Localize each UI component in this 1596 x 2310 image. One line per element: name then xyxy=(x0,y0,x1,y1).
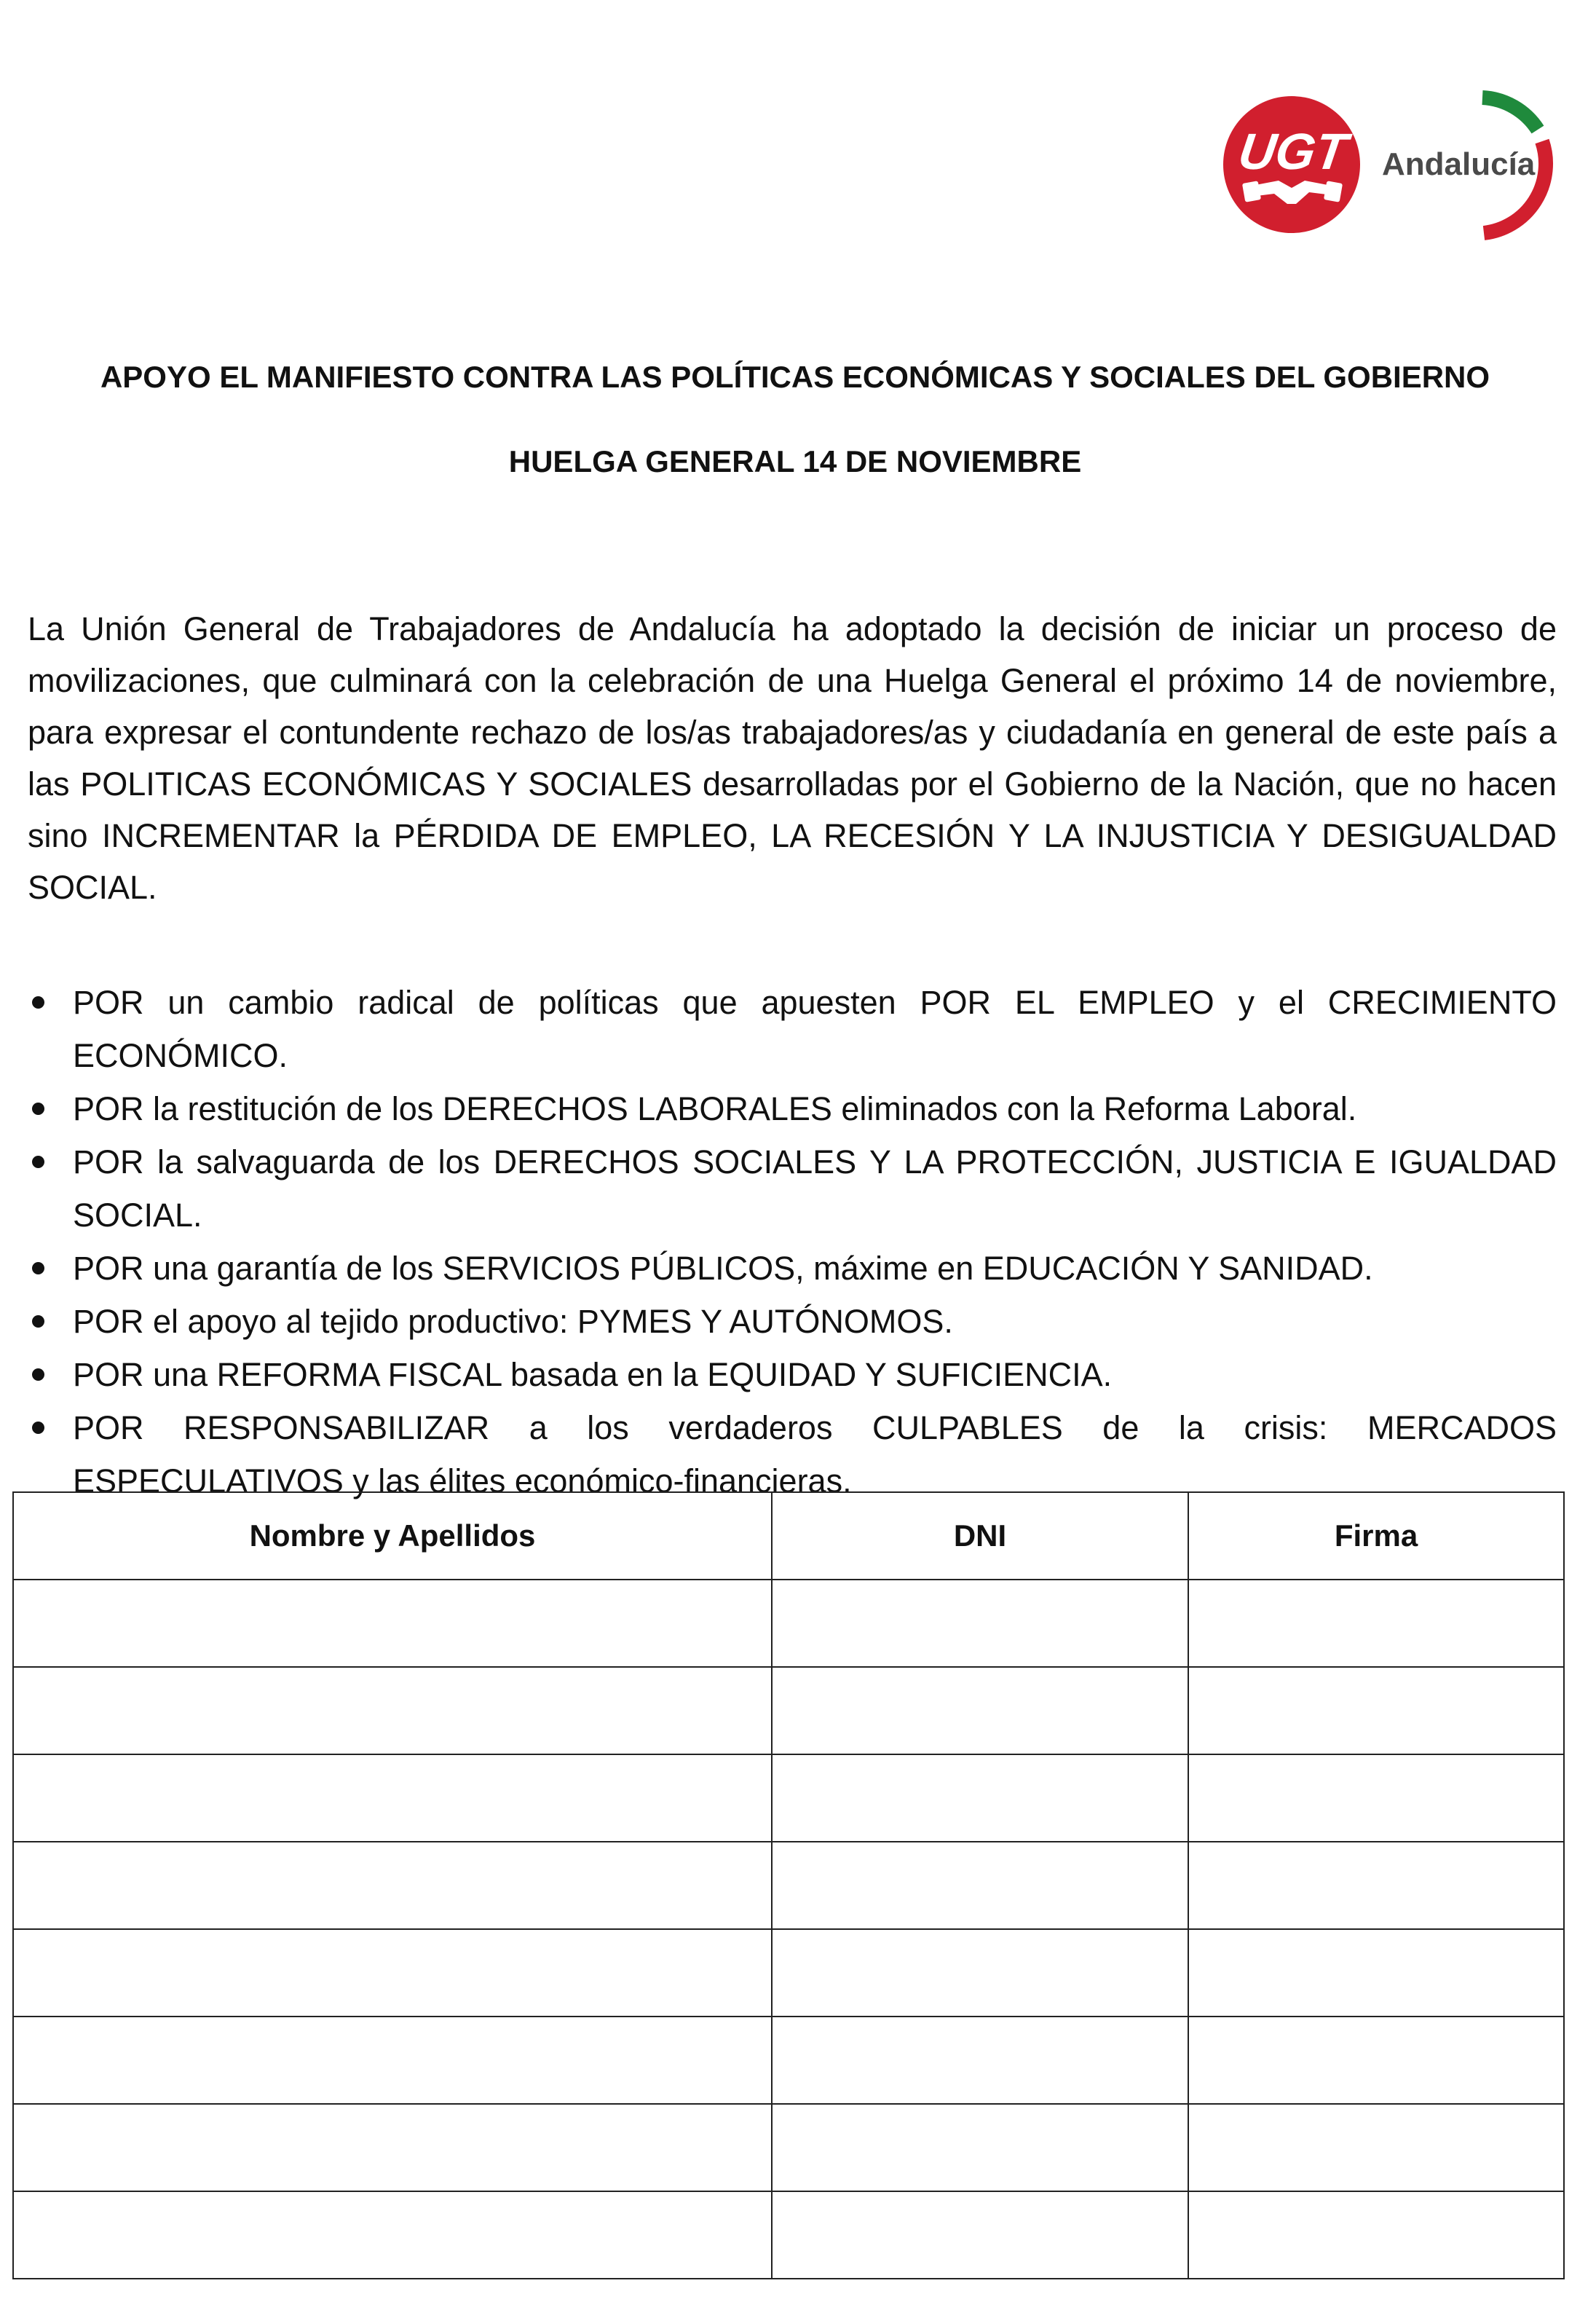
document-title: APOYO EL MANIFIESTO CONTRA LAS POLÍTICAS ECONÓMICAS Y SOCIALES DEL GOBIERNO xyxy=(100,360,1490,394)
table-row xyxy=(13,1842,1564,1929)
signature-table xyxy=(12,1491,1565,2279)
demands-list xyxy=(28,976,1557,1507)
table-row xyxy=(13,2104,1564,2191)
signature-cell[interactable] xyxy=(1188,1929,1564,2017)
table-row xyxy=(13,1667,1564,1754)
name-cell[interactable] xyxy=(13,1580,772,1667)
signature-cell[interactable] xyxy=(1188,1842,1564,1929)
dni-cell[interactable] xyxy=(772,1842,1188,1929)
intro-paragraph: La Unión General de Trabajadores de Andalucía ha adoptado la decisión de iniciar un proceso de movilizaciones, que culminará con la celebración de una Huelga General el próximo 14 de noviembre, para expresar el contundente rechazo de los/as trabajadores/as y ciudadanía en general de este país a las POLITICAS ECONÓMICAS Y SOCIALES desarrolladas por el Gobierno de la Nación, que no hacen sino INCREMENTAR la PÉRDIDA DE EMPLEO, LA RECESIÓN Y LA INJUSTICIA Y DESIGUALDAD SOCIAL. xyxy=(28,610,1557,906)
name-cell[interactable] xyxy=(13,1667,772,1754)
name-cell[interactable] xyxy=(13,1929,772,2017)
dni-cell[interactable] xyxy=(772,1667,1188,1754)
signature-cell[interactable] xyxy=(1188,2191,1564,2279)
list-item: POR una garantía de los SERVICIOS PÚBLICOS, máxime en EDUCACIÓN Y SANIDAD. xyxy=(28,1242,1557,1295)
column-header-name: Nombre y Apellidos xyxy=(13,1492,772,1580)
ugt-mark-text: UGT xyxy=(1235,122,1351,180)
name-cell[interactable] xyxy=(13,2017,772,2104)
list-item: POR la salvaguarda de los DERECHOS SOCIALES Y LA PROTECCIÓN, JUSTICIA E IGUALDAD SOCIAL. xyxy=(28,1135,1557,1242)
dni-cell[interactable] xyxy=(772,1754,1188,1842)
signature-cell[interactable] xyxy=(1188,1754,1564,1842)
list-item: POR una REFORMA FISCAL basada en la EQUIDAD Y SUFICIENCIA. xyxy=(28,1348,1557,1401)
table-row xyxy=(13,2191,1564,2279)
table-row xyxy=(13,1754,1564,1842)
dni-cell[interactable] xyxy=(772,2104,1188,2191)
andalucia-text: Andalucía xyxy=(1382,146,1536,182)
dni-cell[interactable] xyxy=(772,1580,1188,1667)
column-header-signature: Firma xyxy=(1188,1492,1564,1580)
table-row xyxy=(13,1580,1564,1667)
list-item: POR un cambio radical de políticas que apuesten POR EL EMPLEO y el CRECIMIENTO ECONÓMICO. xyxy=(28,976,1557,1082)
name-cell[interactable] xyxy=(13,2104,772,2191)
signature-cell[interactable] xyxy=(1188,2104,1564,2191)
table-row xyxy=(13,1929,1564,2017)
signature-cell[interactable] xyxy=(1188,2017,1564,2104)
signature-cell[interactable] xyxy=(1188,1580,1564,1667)
ugt-andalucia-logo xyxy=(1223,87,1573,248)
list-item: POR la restitución de los DERECHOS LABORALES eliminados con la Reforma Laboral. xyxy=(28,1082,1557,1135)
column-header-dni: DNI xyxy=(772,1492,1188,1580)
name-cell[interactable] xyxy=(13,2191,772,2279)
dni-cell[interactable] xyxy=(772,2191,1188,2279)
table-row xyxy=(13,2017,1564,2104)
dni-cell[interactable] xyxy=(772,1929,1188,2017)
andalucia-arc-green xyxy=(1482,98,1538,130)
list-item: POR RESPONSABILIZAR a los verdaderos CULPABLES de la crisis: MERCADOS ESPECULATIVOS y las élites económico-financieras. xyxy=(28,1401,1557,1507)
document-subtitle: HUELGA GENERAL 14 DE NOVIEMBRE xyxy=(508,444,1082,478)
signature-rows xyxy=(13,1580,1564,2279)
signature-cell[interactable] xyxy=(1188,1667,1564,1754)
name-cell[interactable] xyxy=(13,1842,772,1929)
dni-cell[interactable] xyxy=(772,2017,1188,2104)
list-item: POR el apoyo al tejido productivo: PYMES Y AUTÓNOMOS. xyxy=(28,1295,1557,1348)
name-cell[interactable] xyxy=(13,1754,772,1842)
table-header-row xyxy=(13,1492,1564,1580)
